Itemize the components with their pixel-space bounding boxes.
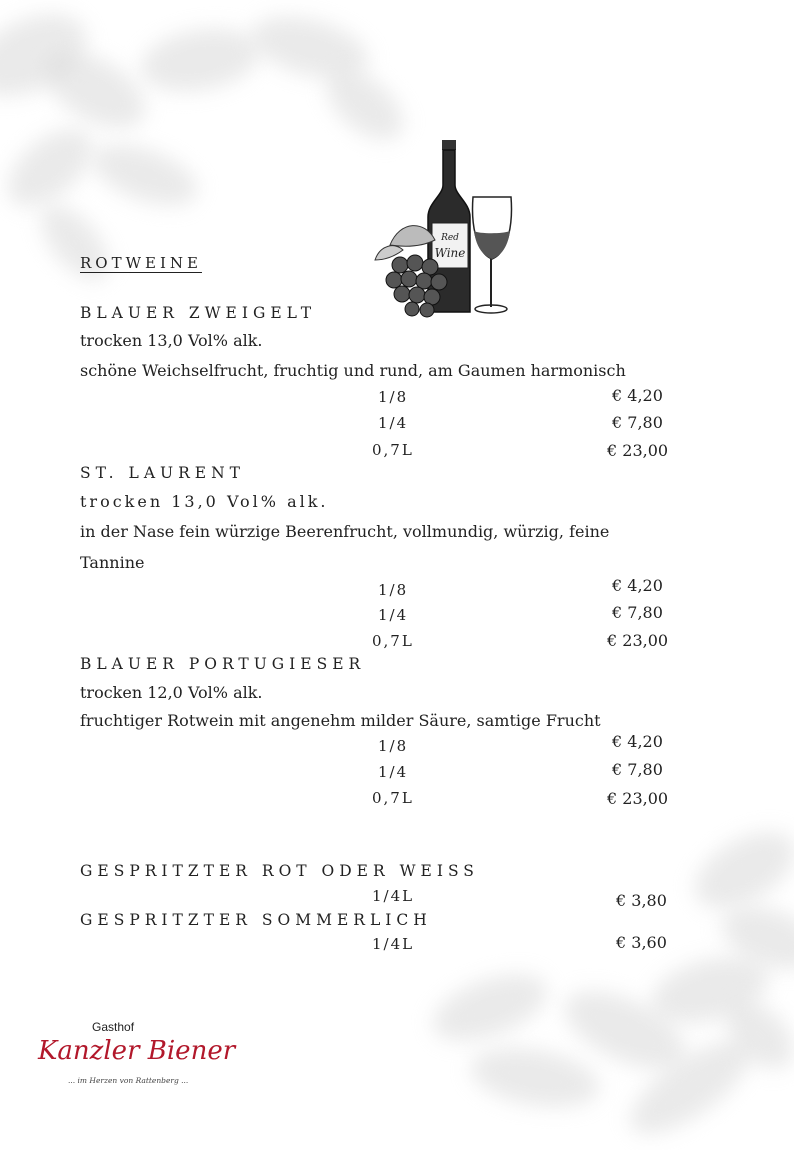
wine-name: BLAUER PORTUGIESER [80, 655, 366, 673]
price-label: € 23,00 [607, 441, 669, 460]
size-label: 1/8 [378, 388, 409, 406]
size-label: 1/4L [372, 935, 415, 953]
price-label: € 3,60 [616, 933, 667, 952]
wine-style: trocken 13,0 Vol% alk. [80, 492, 329, 511]
size-label: 1/4 [378, 606, 409, 624]
size-label: 1/4 [378, 414, 409, 432]
wine-name: BLAUER ZWEIGELT [80, 304, 317, 322]
price-label: € 4,20 [612, 576, 663, 595]
spritzer-name: GESPRITZTER ROT ODER WEISS [80, 862, 479, 880]
wine-bottle-glass-grapes-icon [370, 135, 530, 320]
size-label: 1/4 [378, 763, 409, 781]
price-label: € 23,00 [607, 631, 669, 650]
price-label: € 7,80 [612, 760, 663, 779]
wine-description: in der Nase fein würzige Beerenfrucht, vollmundig, würzig, feine [80, 522, 610, 541]
size-label: 1/8 [378, 581, 409, 599]
size-label: 0,7L [372, 632, 414, 650]
logo-gasthof: Gasthof [92, 1020, 135, 1034]
price-label: € 4,20 [612, 732, 663, 751]
wine-description: fruchtiger Rotwein mit angenehm milder Säure, samtige Frucht [80, 711, 601, 730]
wine-description-continued: Tannine [80, 553, 145, 572]
price-label: € 23,00 [607, 789, 669, 808]
wine-style: trocken 12,0 Vol% alk. [80, 683, 263, 702]
price-label: € 3,80 [616, 891, 667, 910]
spritzer-name: GESPRITZTER SOMMERLICH [80, 911, 432, 929]
size-label: 1/4L [372, 887, 415, 905]
bottle-label-red: Red [441, 233, 459, 243]
logo-slogan: ... im Herzen von Rattenberg ... [68, 1076, 189, 1085]
price-label: € 7,80 [612, 603, 663, 622]
bottle-label-wine: Wine [434, 246, 466, 260]
size-label: 0,7L [372, 789, 414, 807]
size-label: 0,7L [372, 441, 414, 459]
price-label: € 4,20 [612, 386, 663, 405]
wine-name: ST. LAURENT [80, 464, 245, 482]
price-label: € 7,80 [612, 413, 663, 432]
size-label: 1/8 [378, 737, 409, 755]
wine-description: schöne Weichselfrucht, fruchtig und rund, am Gaumen harmonisch [80, 361, 626, 380]
section-title: ROTWEINE [80, 254, 202, 272]
wine-style: trocken 13,0 Vol% alk. [80, 331, 263, 350]
logo-name: Kanzler Biener [38, 1036, 236, 1066]
